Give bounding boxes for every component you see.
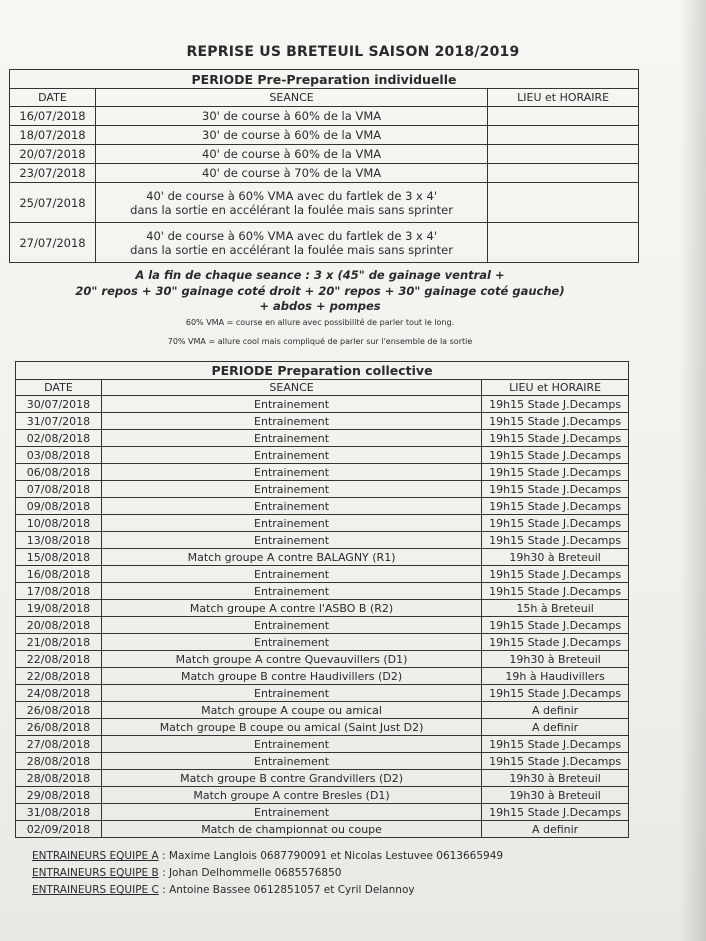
row-place: 19h15 Stade J.Decamps — [482, 566, 629, 583]
row-place: 19h15 Stade J.Decamps — [482, 447, 629, 464]
table-row — [16, 413, 629, 430]
row-session — [95, 145, 487, 164]
table-row — [16, 498, 629, 515]
row-place: 19h15 Stade J.Decamps — [482, 753, 629, 770]
table-row — [10, 223, 639, 263]
row-place: A definir — [482, 719, 629, 736]
row-session — [95, 126, 487, 145]
coaches-list — [32, 848, 503, 899]
row-date: 24/08/2018 — [16, 685, 102, 702]
session-line: 30' de course à 60% de la VMA — [202, 128, 382, 142]
note-line: A la fin de chaque seance : 3 x (45" de gainage ventral + — [135, 268, 505, 282]
row-place: 19h30 à Breteuil — [482, 770, 629, 787]
row-date: 10/08/2018 — [16, 515, 102, 532]
table-row — [10, 164, 639, 183]
row-session: Match groupe B contre Haudivillers (D2) — [101, 668, 481, 685]
coach-line-c — [32, 882, 503, 899]
row-place: 19h15 Stade J.Decamps — [482, 498, 629, 515]
col-header-place: LIEU et HORAIRE — [488, 89, 639, 107]
session-line: 30' de course à 60% de la VMA — [202, 109, 382, 123]
row-date: 03/08/2018 — [16, 447, 102, 464]
table-row — [16, 753, 629, 770]
gainage-note — [0, 268, 640, 315]
row-date: 26/08/2018 — [16, 702, 102, 719]
page-title: REPRISE US BRETEUIL SAISON 2018/2019 — [186, 44, 520, 60]
table-row — [16, 447, 629, 464]
row-place: 19h30 à Breteuil — [482, 651, 629, 668]
page-edge-shadow — [680, 0, 706, 941]
row-session: Entrainement — [101, 515, 481, 532]
row-session: Entrainement — [101, 753, 481, 770]
row-date: 28/08/2018 — [16, 770, 102, 787]
coach-line-a — [32, 848, 503, 865]
coach-text: : Johan Delhommelle 0685576850 — [162, 867, 342, 879]
row-date: 07/08/2018 — [16, 481, 102, 498]
row-session — [95, 223, 487, 263]
table-row — [16, 549, 629, 566]
row-session: Match groupe B contre Grandvillers (D2) — [101, 770, 481, 787]
session-line: 40' de course à 60% VMA avec du fartlek de 3 x 4' — [146, 228, 437, 243]
row-place: 19h à Haudivillers — [482, 668, 629, 685]
row-date: 02/09/2018 — [16, 821, 102, 838]
table-row — [16, 685, 629, 702]
row-place: 19h15 Stade J.Decamps — [482, 634, 629, 651]
row-session: Match de championnat ou coupe — [101, 821, 481, 838]
table-row — [16, 719, 629, 736]
row-date: 22/08/2018 — [16, 651, 102, 668]
row-place: 19h30 à Breteuil — [482, 787, 629, 804]
coach-label: ENTRAINEURS EQUIPE C — [32, 884, 159, 896]
row-date: 29/08/2018 — [16, 787, 102, 804]
row-session: Match groupe A contre Quevauvillers (D1) — [101, 651, 481, 668]
row-date: 15/08/2018 — [16, 549, 102, 566]
session-line: 40' de course à 70% de la VMA — [202, 166, 382, 180]
note-line: 20" repos + 30" gainage coté droit + 20" repos + 30" gainage coté gauche) — [75, 283, 565, 298]
row-date: 30/07/2018 — [16, 396, 102, 413]
row-place: 19h15 Stade J.Decamps — [482, 583, 629, 600]
table-row — [16, 396, 629, 413]
row-place: 19h15 Stade J.Decamps — [482, 515, 629, 532]
collective-period-title: PERIODE Preparation collective — [16, 362, 629, 380]
row-place — [488, 223, 639, 263]
session-line: dans la sortie en accélérant la foulée mais sans sprinter — [130, 242, 453, 257]
row-session: Entrainement — [101, 447, 481, 464]
row-date: 09/08/2018 — [16, 498, 102, 515]
row-session: Entrainement — [101, 413, 481, 430]
row-place: 19h15 Stade J.Decamps — [482, 430, 629, 447]
row-place: 19h15 Stade J.Decamps — [482, 685, 629, 702]
note-line: + abdos + pompes — [259, 299, 381, 313]
row-session: Match groupe A contre Bresles (D1) — [101, 787, 481, 804]
table-row — [16, 804, 629, 821]
row-session: Entrainement — [101, 532, 481, 549]
row-place: 19h15 Stade J.Decamps — [482, 396, 629, 413]
coach-text: : Antoine Bassee 0612851057 et Cyril Delannoy — [162, 884, 415, 896]
row-date: 19/08/2018 — [16, 600, 102, 617]
row-date: 21/08/2018 — [16, 634, 102, 651]
row-date: 31/07/2018 — [16, 413, 102, 430]
row-place: 15h à Breteuil — [482, 600, 629, 617]
row-session: Entrainement — [101, 804, 481, 821]
row-session: Entrainement — [101, 583, 481, 600]
row-session: Entrainement — [101, 736, 481, 753]
col-header-session: SEANCE — [101, 380, 481, 396]
table-row — [16, 634, 629, 651]
session-line: dans la sortie en accélérant la foulée mais sans sprinter — [130, 202, 453, 217]
row-session: Match groupe B coupe ou amical (Saint Just D2) — [101, 719, 481, 736]
row-session: Entrainement — [101, 481, 481, 498]
row-session — [95, 164, 487, 183]
row-date: 16/08/2018 — [16, 566, 102, 583]
coach-label: ENTRAINEURS EQUIPE B — [32, 867, 159, 879]
row-date: 27/08/2018 — [16, 736, 102, 753]
table-row — [10, 126, 639, 145]
table-row — [16, 770, 629, 787]
table-row — [16, 702, 629, 719]
row-place: 19h15 Stade J.Decamps — [482, 464, 629, 481]
row-place — [488, 164, 639, 183]
row-date: 22/08/2018 — [16, 668, 102, 685]
table-row — [10, 183, 639, 223]
row-session: Match groupe A coupe ou amical — [101, 702, 481, 719]
vma-note-60: 60% VMA = course en allure avec possibilité de parler tout le long. — [185, 318, 455, 327]
row-place: A definir — [482, 821, 629, 838]
row-date: 28/08/2018 — [16, 753, 102, 770]
row-date: 26/08/2018 — [16, 719, 102, 736]
row-session: Entrainement — [101, 685, 481, 702]
row-date: 18/07/2018 — [10, 126, 96, 145]
table-row — [16, 532, 629, 549]
row-date: 02/08/2018 — [16, 430, 102, 447]
row-place: 19h15 Stade J.Decamps — [482, 617, 629, 634]
session-line: 40' de course à 60% VMA avec du fartlek de 3 x 4' — [146, 188, 437, 203]
row-session: Entrainement — [101, 498, 481, 515]
col-header-session: SEANCE — [95, 89, 487, 107]
row-session: Entrainement — [101, 396, 481, 413]
col-header-date: DATE — [16, 380, 102, 396]
row-session: Entrainement — [101, 566, 481, 583]
table-row — [10, 107, 639, 126]
row-date: 23/07/2018 — [10, 164, 96, 183]
table-row — [16, 651, 629, 668]
col-header-place: LIEU et HORAIRE — [482, 380, 629, 396]
table-row — [16, 481, 629, 498]
row-session — [95, 107, 487, 126]
collective-schedule-table — [15, 361, 629, 838]
row-place: 19h15 Stade J.Decamps — [482, 413, 629, 430]
table-row — [16, 736, 629, 753]
row-session: Entrainement — [101, 617, 481, 634]
row-place: 19h15 Stade J.Decamps — [482, 532, 629, 549]
row-place — [488, 107, 639, 126]
table-row — [16, 821, 629, 838]
row-session: Entrainement — [101, 464, 481, 481]
row-session: Entrainement — [101, 634, 481, 651]
row-place — [488, 145, 639, 164]
table-row — [16, 515, 629, 532]
row-session: Entrainement — [101, 430, 481, 447]
row-place: 19h30 à Breteuil — [482, 549, 629, 566]
row-date: 27/07/2018 — [10, 223, 96, 263]
coach-line-b — [32, 865, 503, 882]
row-date: 06/08/2018 — [16, 464, 102, 481]
row-date: 17/08/2018 — [16, 583, 102, 600]
row-place — [488, 183, 639, 223]
row-session: Match groupe A contre BALAGNY (R1) — [101, 549, 481, 566]
coach-label: ENTRAINEURS EQUIPE A — [32, 850, 159, 862]
row-date: 20/08/2018 — [16, 617, 102, 634]
coach-text: : Maxime Langlois 0687790091 et Nicolas Lestuvee 0613665949 — [162, 850, 504, 862]
session-line: 40' de course à 60% de la VMA — [202, 147, 382, 161]
row-session — [95, 183, 487, 223]
row-place: 19h15 Stade J.Decamps — [482, 736, 629, 753]
individual-period-title: PERIODE Pre-Preparation individuelle — [10, 70, 639, 89]
table-row — [16, 668, 629, 685]
table-row — [16, 430, 629, 447]
table-row — [16, 583, 629, 600]
row-date: 31/08/2018 — [16, 804, 102, 821]
row-place — [488, 126, 639, 145]
row-date: 13/08/2018 — [16, 532, 102, 549]
row-place: 19h15 Stade J.Decamps — [482, 804, 629, 821]
col-header-date: DATE — [10, 89, 96, 107]
vma-note-70: 70% VMA = allure cool mais compliqué de parler sur l'ensemble de la sortie — [167, 337, 473, 346]
table-row — [10, 145, 639, 164]
row-place: 19h15 Stade J.Decamps — [482, 481, 629, 498]
table-row — [16, 787, 629, 804]
row-session: Match groupe A contre l'ASBO B (R2) — [101, 600, 481, 617]
table-row — [16, 464, 629, 481]
individual-schedule-table — [9, 69, 639, 263]
table-row — [16, 617, 629, 634]
row-date: 25/07/2018 — [10, 183, 96, 223]
table-row — [16, 566, 629, 583]
row-date: 16/07/2018 — [10, 107, 96, 126]
table-row — [16, 600, 629, 617]
row-date: 20/07/2018 — [10, 145, 96, 164]
row-place: A definir — [482, 702, 629, 719]
